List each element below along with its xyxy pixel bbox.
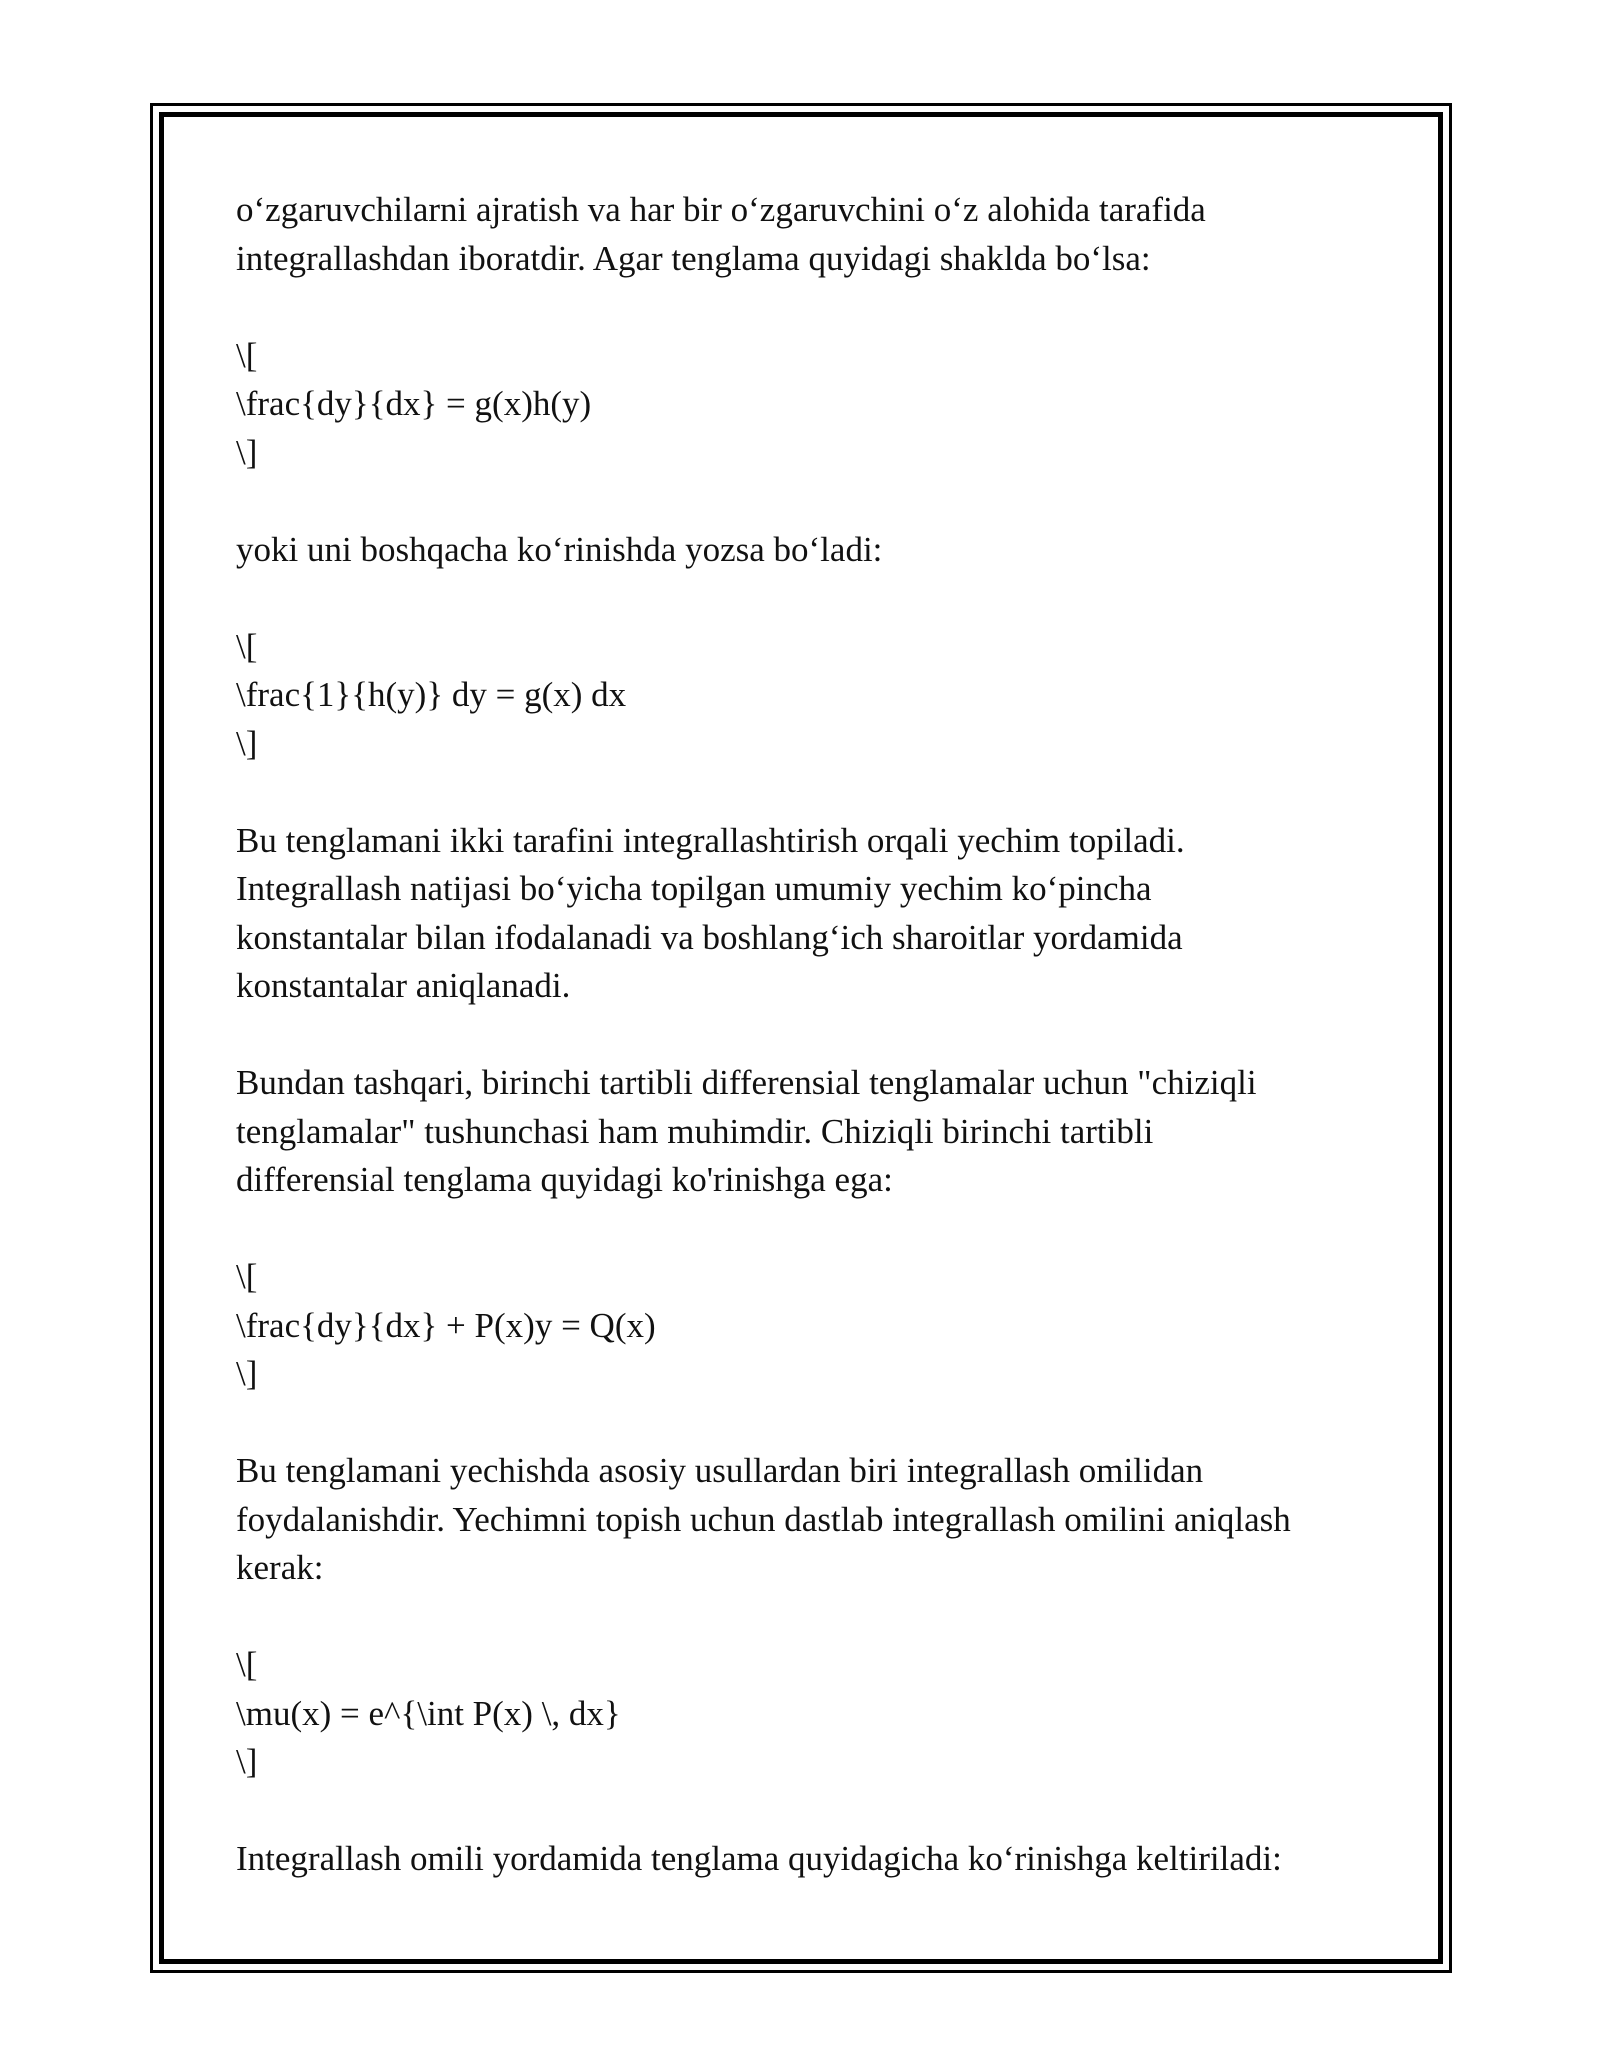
equation-text: \mu(x) = e^{\int P(x) \, dx} xyxy=(236,1693,621,1733)
text-line: o‘zgaruvchilarni ajratish va har bir o‘zgaruvchini o‘z alohida tarafida xyxy=(236,190,1206,229)
equation-block xyxy=(236,1253,1366,1399)
text-line: Integrallash omili yordamida tenglama quyidagicha ko‘rinishga keltiriladi: xyxy=(236,1839,1282,1878)
equation-open: \[ xyxy=(236,1645,258,1684)
equation-block xyxy=(236,332,1366,478)
paragraph xyxy=(236,1447,1366,1593)
paragraph xyxy=(236,526,1366,575)
text-line: tenglamalar" tushunchasi ham muhimdir. Chiziqli birinchi tartibli xyxy=(236,1111,1154,1151)
text-line: integrallashdan iboratdir. Agar tenglama quyidagi shaklda bo‘lsa: xyxy=(236,238,1151,278)
equation-text: \frac{1}{h(y)} dy = g(x) dx xyxy=(236,675,627,714)
document-body xyxy=(236,186,1366,1884)
equation-close: \] xyxy=(236,432,258,472)
text-line: konstantalar bilan ifodalanadi va boshlang‘ich sharoitlar yordamida xyxy=(236,917,1183,957)
equation-open: \[ xyxy=(236,1257,258,1296)
text-line: differensial tenglama quyidagi ko'rinishga ega: xyxy=(236,1160,893,1199)
equation-close: \] xyxy=(236,1742,258,1781)
text-line: Bundan tashqari, birinchi tartibli differensial tenglamalar uchun "chiziqli xyxy=(236,1063,1257,1102)
equation-open: \[ xyxy=(236,626,258,666)
equation-block xyxy=(236,1641,1366,1787)
text-line: Bu tenglamani ikki tarafini integrallashtirish orqali yechim topiladi. xyxy=(236,820,1185,860)
text-line: foydalanishdir. Yechimni topish uchun dastlab integrallash omilini aniqlash xyxy=(236,1499,1291,1539)
equation-close: \] xyxy=(236,723,258,763)
equation-text: \frac{dy}{dx} = g(x)h(y) xyxy=(236,384,592,423)
text-line: konstantalar aniqlanadi. xyxy=(236,966,571,1005)
text-line: Integrallash natijasi bo‘yicha topilgan umumiy yechim ko‘pincha xyxy=(236,869,1152,908)
paragraph xyxy=(236,817,1366,1011)
paragraph xyxy=(236,1059,1366,1205)
paragraph xyxy=(236,1835,1366,1884)
text-line: Bu tenglamani yechishda asosiy usullardan biri integrallash omilidan xyxy=(236,1451,1204,1490)
equation-block xyxy=(236,623,1366,769)
equation-text: \frac{dy}{dx} + P(x)y = Q(x) xyxy=(236,1305,656,1345)
equation-open: \[ xyxy=(236,335,258,375)
paragraph xyxy=(236,186,1366,283)
text-line: kerak: xyxy=(236,1548,324,1587)
text-line: yoki uni boshqacha ko‘rinishda yozsa bo‘ladi: xyxy=(236,529,883,569)
equation-close: \] xyxy=(236,1354,258,1393)
